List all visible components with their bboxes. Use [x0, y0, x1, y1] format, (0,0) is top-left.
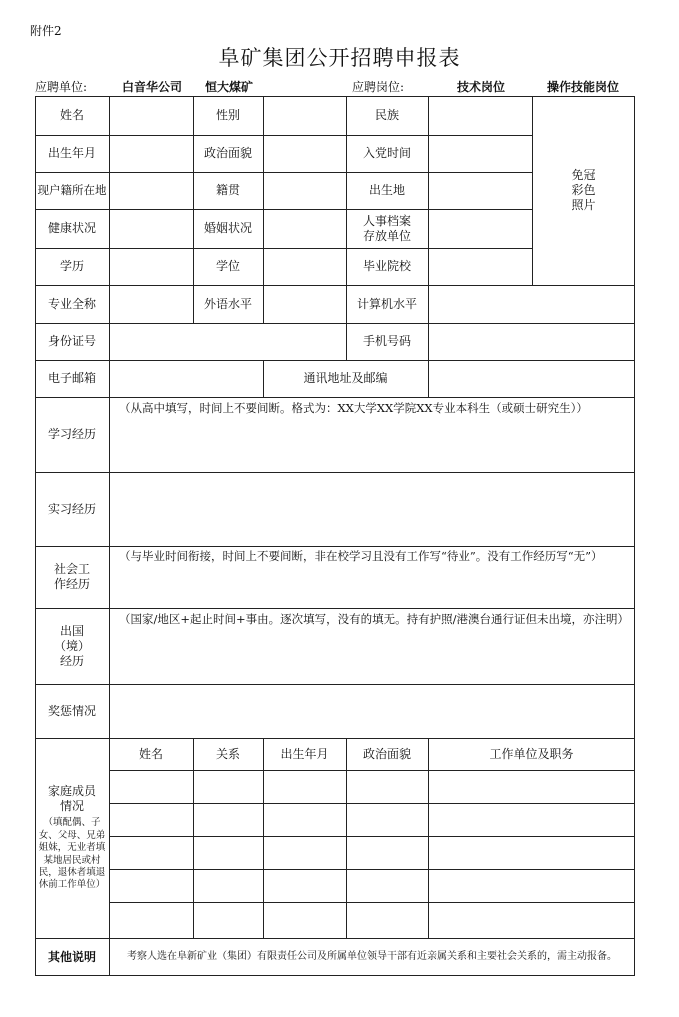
study-hint: （从高中填写，时间上不要间断。格式为：XX大学XX学院XX专业本科生（或硕士研究生）） — [119, 401, 588, 415]
hukou-label: 现户籍所在地 — [37, 183, 107, 198]
family-row[interactable] — [109, 869, 635, 902]
abroad-label: 出国（境）经历 — [53, 623, 90, 668]
degree-label: 学位 — [215, 259, 240, 273]
family-row[interactable] — [109, 836, 635, 869]
education-label: 学历 — [59, 259, 84, 273]
unit-value-hengda: 恒大煤矿 — [205, 80, 254, 94]
family-label: 家庭成员情况 — [48, 784, 97, 814]
health-label: 健康状况 — [47, 221, 96, 235]
ethnicity-field[interactable] — [428, 96, 532, 135]
photo-box[interactable] — [532, 96, 635, 285]
other-label: 其他说明 — [47, 949, 96, 964]
family-row[interactable] — [109, 770, 635, 803]
post-value-operational: 操作技能岗位 — [547, 80, 620, 94]
computer-label: 计算机水平 — [356, 296, 417, 311]
internship-label: 实习经历 — [47, 501, 96, 516]
native-field[interactable] — [263, 172, 346, 209]
family-row[interactable] — [109, 803, 635, 836]
birthplace-field[interactable] — [428, 172, 532, 209]
major-label: 专业全称 — [47, 296, 96, 311]
major-field[interactable] — [109, 285, 193, 323]
phone-label: 手机号码 — [362, 334, 411, 348]
marital-label: 婚姻状况 — [203, 221, 252, 235]
awards-label: 奖惩情况 — [47, 703, 96, 718]
health-field[interactable] — [109, 209, 193, 248]
email-field[interactable] — [109, 360, 263, 397]
abroad-hint: （国家/地区+起止时间+事由。逐次填写，没有的填无。持有护照/港澳台通行证但未出境，亦注明） — [119, 612, 630, 626]
family-header-work: 工作单位及职务 — [489, 746, 574, 761]
party-date-label: 入党时间 — [362, 146, 411, 160]
post-label: 应聘岗位: — [352, 80, 405, 94]
work-label: 社会工作经历 — [53, 562, 90, 591]
political-label: 政治面貌 — [203, 146, 252, 160]
name-label: 姓名 — [59, 108, 84, 122]
birth-label: 出生年月 — [47, 146, 96, 160]
language-field[interactable] — [263, 285, 346, 323]
unit-value-baiyinhua: 白音华公司 — [122, 80, 183, 94]
internship-field[interactable] — [109, 472, 635, 546]
hukou-field[interactable] — [109, 172, 193, 209]
attachment-label: 附件2 — [30, 24, 62, 38]
family-header-political: 政治面貌 — [362, 746, 411, 761]
family-note: （填配偶、子女、父母、兄弟姐妹，无业者填某地居民或村民，退休者填退休前工作单位） — [38, 817, 106, 891]
application-form-table — [35, 96, 635, 976]
gender-label: 性别 — [215, 108, 240, 122]
address-field[interactable] — [428, 360, 635, 397]
phone-field[interactable] — [428, 323, 635, 360]
family-header-name: 姓名 — [138, 746, 163, 761]
archive-label: 人事档案存放单位 — [362, 213, 411, 243]
id-number-label: 身份证号 — [47, 334, 96, 348]
unit-label: 应聘单位: — [35, 80, 88, 94]
other-text: 考察人选在阜新矿业（集团）有限责任公司及所属单位领导干部有近亲属关系和主要社会关系的，需主动报备。 — [127, 950, 617, 962]
marital-field[interactable] — [263, 209, 346, 248]
computer-field[interactable] — [428, 285, 635, 323]
family-row[interactable] — [109, 902, 635, 938]
id-number-field[interactable] — [109, 323, 346, 360]
work-hint: （与毕业时间衔接，时间上不要间断，非在校学习且没有工作写“待业”。没有工作经历写“无”） — [119, 549, 603, 563]
birthplace-label: 出生地 — [368, 183, 405, 197]
native-label: 籍贯 — [215, 183, 240, 197]
family-header-birth: 出生年月 — [280, 746, 329, 761]
awards-field[interactable] — [109, 684, 635, 738]
name-field[interactable] — [109, 96, 193, 135]
school-field[interactable] — [428, 248, 532, 285]
gender-field[interactable] — [263, 96, 346, 135]
political-field[interactable] — [263, 135, 346, 172]
birth-field[interactable] — [109, 135, 193, 172]
school-label: 毕业院校 — [362, 259, 411, 273]
family-label-cell — [35, 738, 109, 938]
family-header-relation: 关系 — [215, 746, 240, 761]
language-label: 外语水平 — [203, 296, 252, 311]
email-label: 电子邮箱 — [47, 371, 96, 385]
study-label: 学习经历 — [47, 427, 96, 441]
party-date-field[interactable] — [428, 135, 532, 172]
photo-label: 免冠彩色照片 — [571, 168, 596, 212]
degree-field[interactable] — [263, 248, 346, 285]
address-label: 通讯地址及邮编 — [303, 371, 388, 385]
ethnicity-label: 民族 — [374, 108, 399, 122]
archive-field[interactable] — [428, 209, 532, 248]
form-title: 阜矿集团公开招聘申报表 — [218, 46, 461, 70]
post-value-technical: 技术岗位 — [457, 80, 506, 94]
education-field[interactable] — [109, 248, 193, 285]
